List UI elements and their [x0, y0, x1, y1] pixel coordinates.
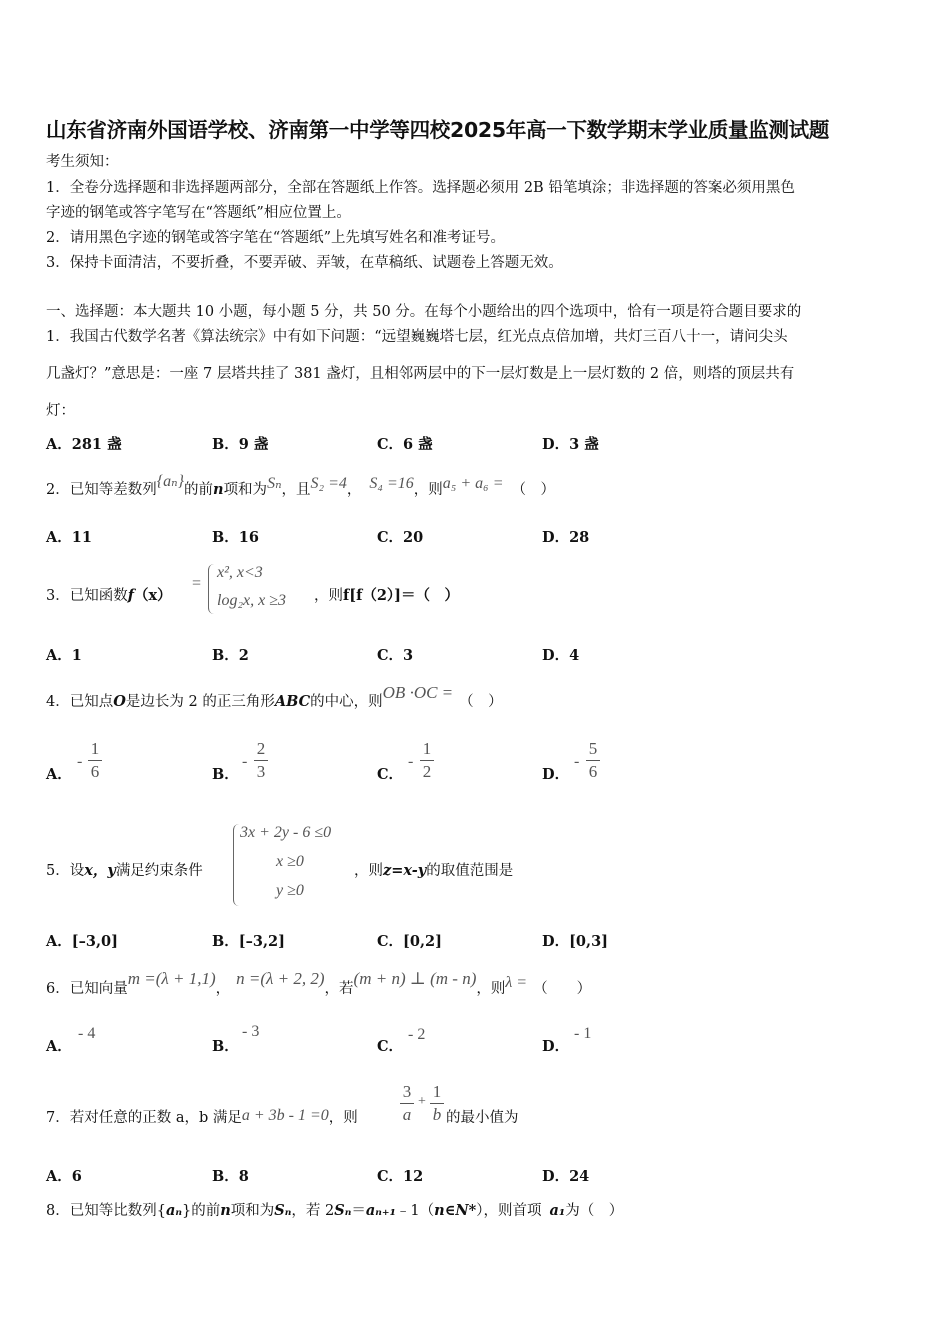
q5-stem-end [354, 861, 513, 881]
denominator: 6 [90, 762, 100, 781]
q2-option-c[interactable]: C．20 [377, 529, 424, 546]
denominator: 6 [588, 762, 598, 781]
q6-option-c-label[interactable]: C． [377, 1038, 404, 1055]
q6-option-d-value: - 1 [574, 1025, 592, 1042]
q7-option-c[interactable]: C．12 [377, 1168, 424, 1185]
q1-option-c[interactable]: C．6 盏 [377, 436, 433, 453]
q7-text: 7．若对任意的正数 a，b 满足 [46, 1110, 242, 1126]
q6-text: 6．已知向量 [46, 981, 128, 997]
q4-option-d-fraction [586, 739, 600, 782]
q4-blank: （ ） [459, 694, 503, 710]
q8-sn: Sₙ [274, 1202, 292, 1219]
q4-text: 的中心，则 [310, 694, 383, 710]
notice-heading: 考生须知： [46, 154, 119, 170]
q1-line-1: 1．我国古代数学名著《算法统宗》中有如下问题：“远望巍巍塔七层，红光点点倍加增，共灯三百八十一，请问尖头 [46, 329, 788, 345]
q4-option-c-sign: - [408, 753, 414, 770]
q8-text: ﹣1（ [395, 1203, 435, 1219]
q7-plus: + [418, 1094, 426, 1109]
q4-dot-product: OB ·OC = [382, 683, 454, 702]
q5-option-d[interactable]: D．[0,3] [542, 933, 609, 950]
q7-fraction-1 [400, 1082, 414, 1125]
q8-text: ＝ [351, 1203, 366, 1219]
numerator: 2 [256, 739, 266, 758]
q6-option-b-label[interactable]: B． [212, 1038, 239, 1055]
q6-perpendicular: (m + n) ⊥ (m - n) [353, 969, 477, 988]
q1-option-a[interactable]: A．281 盏 [46, 436, 122, 453]
q6-option-c-value: - 2 [408, 1026, 426, 1043]
q5-stem-start [46, 861, 203, 881]
q6-option-a-label[interactable]: A． [46, 1038, 72, 1055]
q5-text: 5．设 [46, 863, 85, 879]
q8-an-plus-1: aₙ₊₁ [365, 1202, 396, 1219]
numerator: 1 [432, 1082, 442, 1101]
numerator: 1 [422, 739, 432, 758]
q3-text: 3．已知函数 [46, 588, 128, 604]
q6-blank: （ ） [533, 981, 592, 997]
q3-expr: f[f（2）]＝（ ） [343, 587, 460, 604]
q4-option-c-fraction [420, 739, 434, 782]
numerator: 1 [90, 739, 100, 758]
q4-abc: ABC [274, 693, 311, 710]
q8-condition: n∈N* [434, 1202, 477, 1219]
q4-text: 4．已知点 [46, 694, 114, 710]
section-heading: 一、选择题：本大题共 10 小题，每小题 5 分，共 50 分。在每个小题给出的四个选项中，恰有一项是符合题目要求的 [46, 304, 802, 320]
q3-fx: （x） [133, 587, 172, 604]
q8-an: aₙ [165, 1202, 182, 1219]
q6-lambda: λ = [505, 974, 528, 991]
q7-stem-end: 的最小值为 [446, 1110, 519, 1126]
q2-s4: S₄ =16 [369, 475, 414, 492]
q4-option-b-label[interactable]: B． [212, 766, 239, 783]
q3-option-d[interactable]: D．4 [542, 647, 580, 664]
q3-stem-end [314, 586, 459, 606]
q5-option-a[interactable]: A．[–3,0] [46, 933, 118, 950]
notice-item-3: 3．保持卡面清洁，不要折叠，不要弄破、弄皱，在草稿纸、试题卷上答题无效。 [46, 255, 563, 271]
q2-text: 2．已知等差数列 [46, 482, 157, 498]
q2-option-b[interactable]: B．16 [212, 529, 259, 546]
q4-o: O [113, 693, 126, 710]
q7-option-a[interactable]: A．6 [46, 1168, 82, 1185]
notice-item-1-cont: 字迹的钢笔或答字笔写在“答题纸”相应位置上。 [46, 205, 351, 221]
q3-brace [208, 564, 215, 614]
denominator: b [432, 1105, 442, 1124]
q1-option-d[interactable]: D．3 盏 [542, 436, 599, 453]
q1-line-2: 几盏灯？”意思是：一座 7 层塔共挂了 381 盏灯，且相邻两层中的下一层灯数是上一层灯数的 2 倍，则塔的顶层共有 [46, 366, 795, 382]
q1-line-3: 灯： [46, 403, 75, 419]
q3-option-b[interactable]: B．2 [212, 647, 249, 664]
q3-option-c[interactable]: C．3 [377, 647, 414, 664]
numerator: 3 [402, 1082, 412, 1101]
denominator: 2 [422, 762, 432, 781]
q5-option-c[interactable]: C．[0,2] [377, 933, 442, 950]
q5-constraint-3: y ≥0 [276, 882, 304, 899]
q2-blank: （ ） [511, 482, 555, 498]
q4-option-d-sign: - [574, 753, 580, 770]
q2-sum: Sₙ [267, 475, 282, 492]
q6-option-a-value: - 4 [78, 1025, 96, 1042]
q8-text: }的前 [182, 1203, 221, 1219]
denominator: 3 [256, 762, 266, 781]
q6-text: ，则 [476, 981, 506, 997]
q7-condition: a + 3b - 1 =0 [241, 1107, 329, 1124]
q8-blank: 为（ ） [565, 1203, 624, 1219]
q6-option-b-value: - 3 [242, 1023, 260, 1040]
q2-s2: S₂ =4 [310, 475, 347, 492]
page-title: 山东省济南外国语学校、济南第一中学等四校2025年高一下数学期末学业质量监测试题 [46, 118, 830, 142]
q2-option-d[interactable]: D．28 [542, 529, 590, 546]
q4-option-a-fraction [88, 739, 102, 782]
q2-text: 项和为 [223, 482, 268, 498]
q5-brace [233, 824, 240, 906]
q6-text: ， [215, 981, 231, 997]
q5-option-b[interactable]: B．[–3,2] [212, 933, 285, 950]
q2-text: 的前 [184, 482, 214, 498]
q4-option-b-sign: - [242, 753, 248, 770]
q2-text: ，则 [413, 482, 443, 498]
q4-text: 是边长为 2 的正三角形 [125, 694, 275, 710]
q8-a1: a₁ [549, 1202, 566, 1219]
q7-option-b[interactable]: B．8 [212, 1168, 249, 1185]
q2-n: n [213, 481, 224, 498]
q2-text: ， [346, 482, 362, 498]
q3-text: ，则 [314, 588, 343, 604]
q6-stem [46, 969, 592, 999]
denominator: a [402, 1105, 412, 1124]
q8-stem [46, 1201, 623, 1221]
q4-option-a-sign: - [77, 753, 83, 770]
q4-option-d-label[interactable]: D． [542, 766, 570, 783]
q3-case-1: x², x<3 [217, 564, 263, 581]
q8-text: 项和为 [230, 1203, 275, 1219]
q5-z: z=x-y [383, 862, 427, 879]
notice-item-2: 2．请用黑色字迹的钢笔或答字笔在“答题纸”上先填写姓名和准考证号。 [46, 230, 506, 246]
numerator: 5 [588, 739, 598, 758]
notice-item-1: 1．全卷分选择题和非选择题两部分，全部在答题纸上作答。选择题必须用 2B 铅笔填涂；非选择题的答案必须用黑色 [46, 180, 795, 196]
q6-text: ，若 [324, 981, 354, 997]
q5-xy: x，y [84, 862, 116, 879]
q2-text: ，且 [281, 482, 311, 498]
q2-stem [46, 473, 555, 500]
q6-option-d-label[interactable]: D． [542, 1038, 570, 1055]
q5-text: ，则 [354, 863, 383, 879]
q5-constraint-2: x ≥0 [276, 853, 304, 870]
q6-vector-n: n =(λ + 2, 2) [236, 969, 325, 988]
q4-stem [46, 683, 503, 712]
q8-text: 8．已知等比数列{ [46, 1203, 166, 1219]
q7-text: ，则 [328, 1110, 358, 1126]
q7-stem-start [46, 1108, 358, 1128]
q8-text: ），则首项 [476, 1203, 542, 1219]
q3-case-2: log₂x, x ≥3 [217, 592, 286, 609]
q2-target: a₅ + a₆ = [442, 475, 504, 492]
q7-fraction-2 [430, 1082, 444, 1125]
q4-option-c-label[interactable]: C． [377, 766, 404, 783]
q1-option-b[interactable]: B．9 盏 [212, 436, 269, 453]
q5-text: 满足约束条件 [115, 863, 203, 879]
q2-sequence: {aₙ} [156, 473, 185, 490]
q4-option-a-label[interactable]: A． [46, 766, 72, 783]
q3-stem-start [46, 586, 172, 606]
q4-option-b-fraction [254, 739, 268, 782]
q5-text: 的取值范围是 [426, 863, 514, 879]
q3-option-a[interactable]: A．1 [46, 647, 82, 664]
q3-f: f [127, 587, 134, 604]
q5-constraint-1: 3x + 2y - 6 ≤0 [240, 824, 332, 841]
q2-option-a[interactable]: A．11 [46, 529, 92, 546]
q8-sn-2: Sₙ [334, 1202, 352, 1219]
q3-equals: = [192, 575, 202, 592]
q7-option-d[interactable]: D．24 [542, 1168, 590, 1185]
q8-text: ，若 2 [291, 1203, 335, 1219]
q8-n: n [220, 1202, 231, 1219]
q6-vector-m: m =(λ + 1,1) [127, 969, 216, 988]
